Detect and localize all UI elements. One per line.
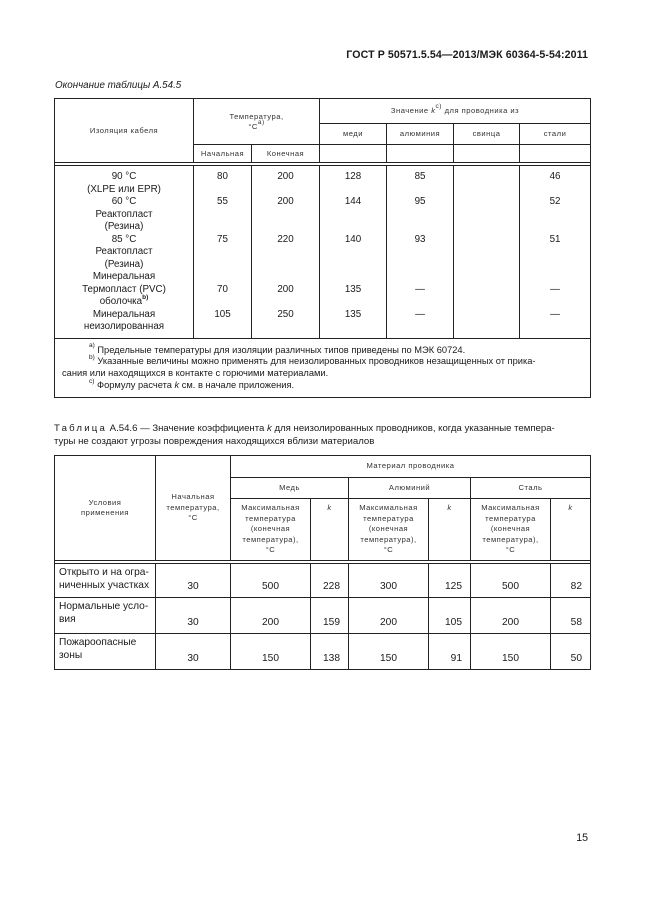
aluminium-max-cell: 150: [349, 634, 429, 670]
table-row: [55, 564, 591, 598]
insulation-label: Термопласт (PVC): [82, 283, 166, 295]
header-temp-final: Конечная: [252, 145, 320, 163]
copper-k-value: 144: [344, 196, 362, 207]
insulation-label: (Резина): [104, 258, 144, 270]
copper-k-column: [320, 166, 387, 339]
steel-k-value: —: [550, 283, 560, 295]
insulation-label: Реактопласт: [95, 208, 153, 220]
initial-temp-value: 105: [214, 308, 231, 320]
copper-k-cell: 228: [311, 564, 349, 598]
final-temp-value: 200: [277, 283, 294, 295]
table-a54-6-caption: Таблица А.54.6 — Значение коэффициента k для неизолированных проводников, когда указанные темпера- туры не создают угрозы повреждения находящихся вблизи материалов: [54, 423, 555, 447]
conditions-cell: Нормальные усло- вия: [55, 598, 156, 634]
aluminium-k-column: [387, 166, 454, 339]
insulation-label: 60 °C: [111, 196, 137, 207]
header-k-value: Значение $k^{с)}$ для проводника из: [320, 99, 591, 124]
header-lead: свинца: [454, 124, 520, 145]
header-copper: Медь: [231, 478, 349, 499]
copper-k-value: 140: [344, 233, 362, 245]
initial-temp-value: 55: [217, 196, 228, 207]
insulation-label: Минеральная: [92, 271, 156, 282]
copper-k-cell: 159: [311, 598, 349, 634]
aluminium-k-value: 93: [414, 233, 426, 245]
steel-k-column: [520, 166, 591, 339]
final-temp-value: 200: [277, 171, 294, 182]
initial-temp-value: 80: [217, 171, 228, 182]
header-steel-k: k: [551, 499, 591, 561]
final-temp-value: 200: [277, 196, 294, 207]
steel-k-value: 52: [549, 196, 561, 207]
copper-max-cell: 200: [231, 598, 311, 634]
aluminium-max-cell: 300: [349, 564, 429, 598]
aluminium-max-cell: 200: [349, 598, 429, 634]
insulation-label: оболочка$^{b)}$: [99, 293, 149, 307]
initial-temp-value: 75: [217, 233, 228, 245]
insulation-label: (Резина): [104, 221, 144, 232]
header-copper-max-temp: Максимальная температура (конечная температура), °C: [231, 499, 311, 561]
initial-temp-column: [194, 166, 252, 339]
aluminium-k-cell: 105: [429, 598, 471, 634]
header-steel-max-temp: Максимальная температура (конечная температура), °C: [471, 499, 551, 561]
header-aluminium: алюминия: [387, 124, 454, 145]
copper-max-cell: 500: [231, 564, 311, 598]
final-temp-column: [252, 166, 320, 339]
insulation-label: Реактопласт: [95, 246, 153, 257]
copper-max-cell: 150: [231, 634, 311, 670]
table-a54-5: [54, 98, 591, 398]
header-initial-temperature: Начальная температура, °C: [156, 456, 231, 561]
steel-k-value: 51: [549, 233, 561, 245]
steel-k-cell: 58: [551, 598, 591, 634]
conditions-cell: Пожароопасные зоны: [55, 634, 156, 670]
header-copper-k: k: [311, 499, 349, 561]
steel-max-cell: 500: [471, 564, 551, 598]
aluminium-k-cell: 91: [429, 634, 471, 670]
header-temperature: Температура, $^\circ C^{а)}$: [194, 99, 320, 145]
page-number: 15: [576, 832, 588, 844]
header-steel: Сталь: [471, 478, 591, 499]
copper-k-value: 135: [344, 283, 362, 295]
aluminium-k-cell: 125: [429, 564, 471, 598]
steel-k-cell: 82: [551, 564, 591, 598]
table-continuation-label: Окончание таблицы А.54.5: [55, 80, 182, 91]
document-code: ГОСТ Р 50571.5.54—2013/МЭК 60364-5-54:2011: [346, 49, 588, 61]
insulation-label: неизолированная: [83, 321, 165, 332]
copper-k-value: 135: [344, 308, 362, 320]
final-temp-value: 250: [277, 308, 294, 320]
note-b: $^{b)}$ Указанные величины можно применять для неизолированных проводников незащищенных от прика-: [89, 354, 536, 367]
note-c: $^{c)}$ Формулу расчета k см. в начале приложения.: [89, 377, 295, 390]
header-conductor-material: Материал проводника: [231, 456, 591, 478]
table-notes: [55, 338, 591, 397]
header-conditions: Условия применения: [55, 456, 156, 561]
note-a: $^{a)}$ Предельные температуры для изоляции различных типов приведены по МЭК 60724.: [89, 342, 466, 355]
aluminium-k-value: 95: [414, 196, 426, 207]
insulation-label: 90 °C: [111, 171, 137, 182]
steel-k-value: 46: [549, 171, 561, 182]
copper-k-value: 128: [344, 171, 362, 182]
aluminium-k-value: —: [415, 308, 425, 320]
steel-max-cell: 200: [471, 598, 551, 634]
steel-k-value: —: [550, 308, 560, 320]
table-a54-6: [54, 455, 591, 670]
initial-temp-cell: 30: [156, 634, 231, 670]
table-row: [55, 634, 591, 670]
insulation-label: Минеральная: [92, 308, 156, 320]
conditions-cell: Открыто и на огра- ниченных участках: [55, 564, 156, 598]
table-row: [55, 598, 591, 634]
initial-temp-cell: 30: [156, 598, 231, 634]
aluminium-k-value: 85: [414, 171, 426, 182]
aluminium-k-value: —: [415, 283, 425, 295]
copper-k-cell: 138: [311, 634, 349, 670]
insulation-label: 85 °C: [111, 233, 137, 245]
steel-k-cell: 50: [551, 634, 591, 670]
steel-max-cell: 150: [471, 634, 551, 670]
insulation-labels-cell: [55, 166, 194, 339]
header-copper: меди: [320, 124, 387, 145]
header-insulation: Изоляция кабеля: [55, 99, 194, 163]
final-temp-value: 220: [277, 233, 294, 245]
insulation-label: (XLPE или EPR): [87, 183, 161, 195]
initial-temp-cell: 30: [156, 564, 231, 598]
header-temp-initial: Начальная: [194, 145, 252, 163]
header-steel: стали: [520, 124, 591, 145]
note-b-continuation: сания или находящихся в контакте с горючими материалами.: [62, 368, 329, 379]
header-aluminium-k: k: [429, 499, 471, 561]
header-aluminium: Алюминий: [349, 478, 471, 499]
lead-k-column: [454, 166, 520, 339]
initial-temp-value: 70: [217, 283, 228, 295]
header-aluminium-max-temp: Максимальная температура (конечная температура), °C: [349, 499, 429, 561]
